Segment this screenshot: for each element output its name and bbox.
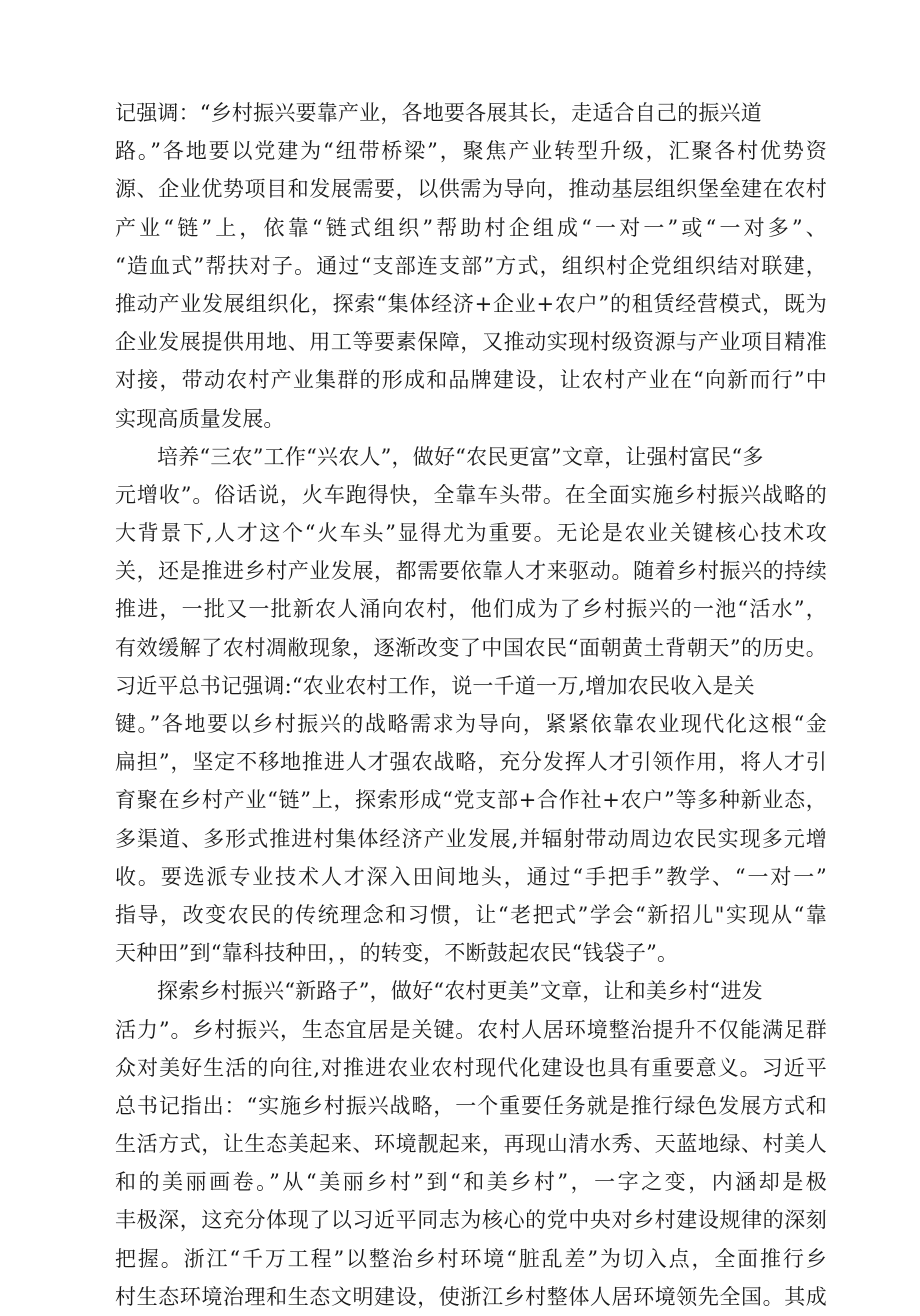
text-line: 探索乡村振兴“新路子”，做好“农村更美”文章，让和美乡村“进发: [157, 979, 763, 1004]
text-line: 生活方式，让生态美起来、环境靓起来，再现山清水秀、天蓝地绿、村美人: [115, 1132, 827, 1157]
text-line: 收。要选派专业技术人才深入田间地头，通过“手把手”教学、“一对一”: [115, 864, 827, 889]
text-line: 培养“三农”工作“兴农人”，做好“农民更富”文章，让强村富民“多: [157, 444, 764, 469]
text-line: 键。”各地要以乡村振兴的战略需求为导向，紧紧依靠农业现代化这根“金: [115, 712, 827, 736]
text-line: 实现高质量发展。: [115, 406, 285, 431]
text-line: 和的美丽画卷。”从“美丽乡村”到“和美乡村”，一字之变，内涵却是极: [115, 1170, 827, 1195]
text-line: 路。”各地要以党建为“纽带桥梁”，聚焦产业转型升级，汇聚各村优势资: [115, 139, 827, 164]
text-line: 推动产业发展组织化，探索“集体经济+企业+农户”的租赁经营模式，既为: [115, 291, 827, 316]
text-line: 关，还是推进乡村产业发展，都需要依靠人才来驱动。随着乡村振兴的持续: [115, 559, 827, 584]
text-line: 丰极深，这充分体现了以习近平同志为核心的党中央对乡村建设规律的深刻: [115, 1208, 827, 1233]
text-line: 企业发展提供用地、用工等要素保障，又推动实现村级资源与产业项目精准: [115, 330, 827, 355]
text-line: “造血式”帮扶对子。通过“支部连支部”方式，组织村企党组织结对联建，: [115, 253, 827, 278]
text-line: 众对美好生活的向往,对推进农业农村现代化建设也具有重要意义。习近平: [115, 1055, 827, 1080]
text-line: 活力”。乡村振兴，生态宜居是关键。农村人居环境整治提升不仅能满足群: [115, 1017, 827, 1042]
text-line: 指导，改变农民的传统理念和习惯，让“老把式”学会“新招儿"实现从“靠: [115, 902, 827, 927]
text-line: 多渠道、多形式推进村集体经济产业发展,并辐射带动周边农民实现多元增: [115, 826, 827, 851]
text-line: 扁担”，坚定不移地推进人才强农战略，充分发挥人才引领作用，将人才引: [115, 750, 827, 775]
text-line: 习近平总书记强调:“农业农村工作，说一千道一万,增加农民收入是关: [115, 673, 755, 698]
text-line: 大背景下,人才这个“火车头”显得尤为重要。无论是农业关键核心技术攻: [115, 521, 827, 546]
text-line: 天种田”到“靠科技种田，，的转变，不断鼓起农民“钱袋子”。: [115, 941, 679, 966]
text-line: 总书记指出：“实施乡村振兴战略，一个重要任务就是推行绿色发展方式和: [115, 1093, 827, 1118]
text-line: 推进，一批又一批新农人涌向农村，他们成为了乡村振兴的一池“活水”，: [115, 597, 827, 622]
text-line: 记强调：“乡村振兴要靠产业，各地要各展其长，走适合自己的振兴道: [115, 101, 762, 125]
text-line: 产业“链”上，依靠“链式组织”帮助村企组成“一对一”或“一对多”、: [115, 215, 827, 240]
text-line: 源、企业优势项目和发展需要，以供需为导向，推动基层组织堡垒建在农村: [115, 177, 827, 202]
text-line: 有效缓解了农村凋敝现象，逐渐改变了中国农民“面朝黄土背朝天”的历史。: [115, 635, 827, 660]
text-line: 元增收”。俗话说，火车跑得快，全靠车头带。在全面实施乡村振兴战略的: [115, 482, 827, 507]
text-line: 对接，带动农村产业集群的形成和品牌建设，让农村产业在“向新而行”中: [115, 368, 827, 393]
text-line: 把握。浙江“千万工程”以整治乡村环境“脏乱差”为切入点，全面推行乡: [115, 1246, 827, 1271]
text-line: 村生态环境治理和生态文明建设，使浙江乡村整体人居环境领先全国。其成: [115, 1284, 827, 1309]
body-text: [115, 94, 827, 1316]
text-line: 育聚在乡村产业“链”上，探索形成“党支部+合作社+农户”等多种新业态，: [115, 788, 827, 813]
